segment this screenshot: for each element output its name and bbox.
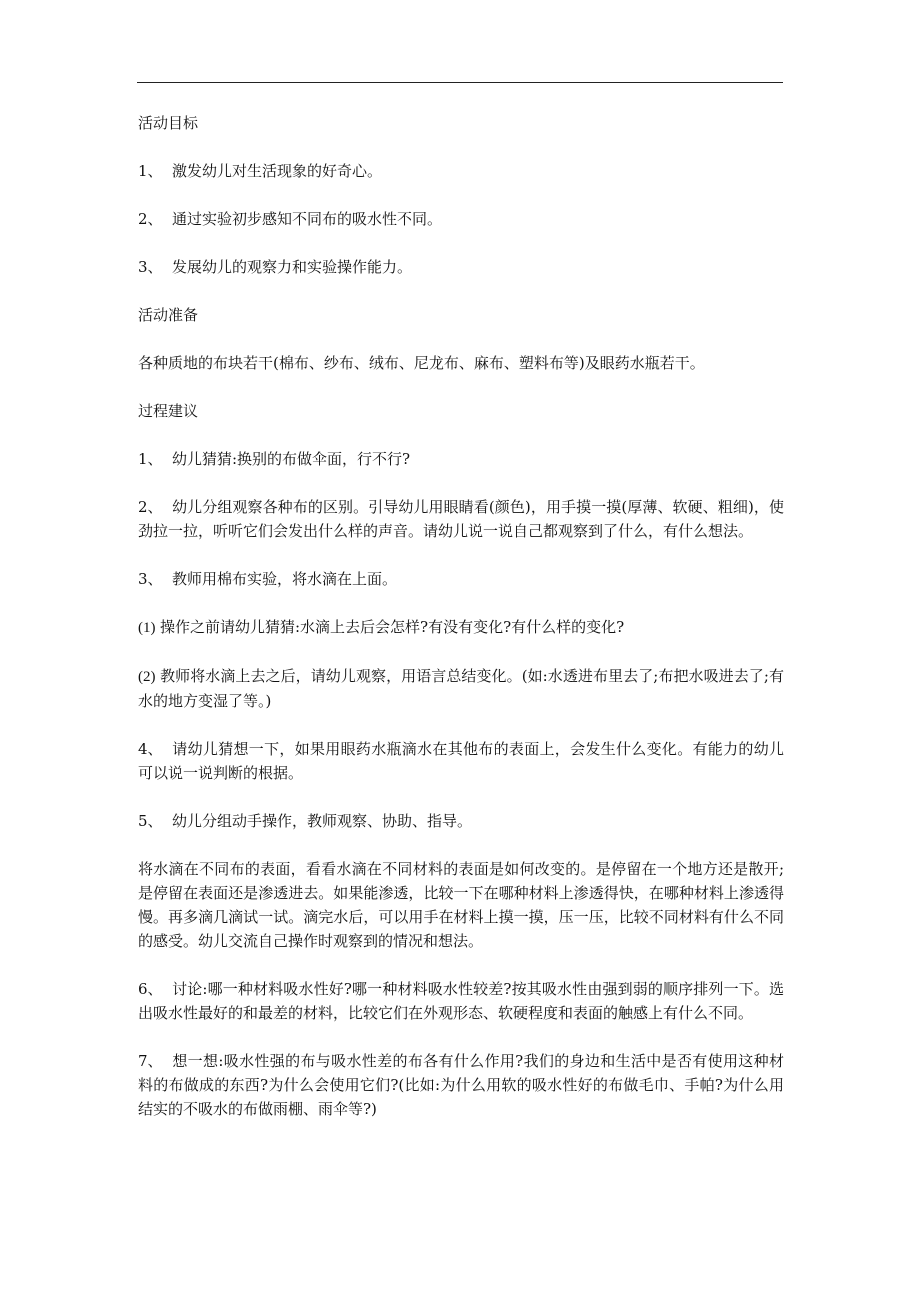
process-item-6: 6、 讨论:哪一种材料吸水性好?哪一种材料吸水性较差?按其吸水性由强到弱的顺序排列一下。选出吸水性最好的和最差的材料，比较它们在外观形态、软硬程度和表面的触感上有什么不同。 <box>138 980 784 1022</box>
goal-item-3: 3、 发展幼儿的观察力和实验操作能力。 <box>138 258 413 276</box>
header-rule <box>137 82 783 83</box>
process-item-1: 1、 幼儿猜猜:换别的布做伞面，行不行? <box>138 450 411 468</box>
process-item-7: 7、 想一想:吸水性强的布与吸水性差的布各有什么作用?我们的身边和生活中是否有使用这种材料的布做成的东西?为什么会使用它们?(比如:为什么用软的吸水性好的布做毛巾、手帕?为什么用结实的不吸水的布做雨棚、雨伞等?) <box>138 1052 784 1118</box>
process-item-3: 3、 教师用棉布实验，将水滴在上面。 <box>138 570 398 588</box>
goal-item-2: 2、 通过实验初步感知不同布的吸水性不同。 <box>138 210 443 228</box>
process-subitem-1: (1) 操作之前请幼儿猜猜:水滴上去后会怎样?有没有变化?有什么样的变化? <box>138 618 625 636</box>
process-item-2: 2、 幼儿分组观察各种布的区别。引导幼儿用眼睛看(颜色)，用手摸一摸(厚薄、软硬、粗细)，使劲拉一拉，听听它们会发出什么样的声音。请幼儿说一说自己都观察到了什么，有什么想法。 <box>138 498 784 540</box>
preparation-paragraph: 各种质地的布块若干(棉布、纱布、绒布、尼龙布、麻布、塑料布等)及眼药水瓶若干。 <box>138 354 705 372</box>
experiment-paragraph: 将水滴在不同布的表面，看看水滴在不同材料的表面是如何改变的。是停留在一个地方还是散开;是停留在表面还是渗透进去。如果能渗透，比较一下在哪种材料上渗透得快，在哪种材料上渗透得慢。再多滴几滴试一试。滴完水后，可以用手在材料上摸一摸，压一压，比较不同材料有什么不同的感受。幼儿交流自己操作时观察到的情况和想法。 <box>138 860 784 950</box>
goal-item-1: 1、 激发幼儿对生活现象的好奇心。 <box>138 162 383 180</box>
section-heading-preparation: 活动准备 <box>138 306 199 324</box>
process-item-4: 4、 请幼儿猜想一下，如果用眼药水瓶滴水在其他布的表面上，会发生什么变化。有能力的幼儿可以说一说判断的根据。 <box>138 740 784 782</box>
process-subitem-2: (2) 教师将水滴上去之后，请幼儿观察，用语言总结变化。(如:水透进布里去了;布把水吸进去了;有水的地方变湿了等。) <box>138 667 784 710</box>
process-item-5: 5、 幼儿分组动手操作，教师观察、协助、指导。 <box>138 812 473 830</box>
document-body <box>138 111 784 1145</box>
section-heading-process: 过程建议 <box>138 402 199 420</box>
section-heading-goals: 活动目标 <box>138 114 199 132</box>
